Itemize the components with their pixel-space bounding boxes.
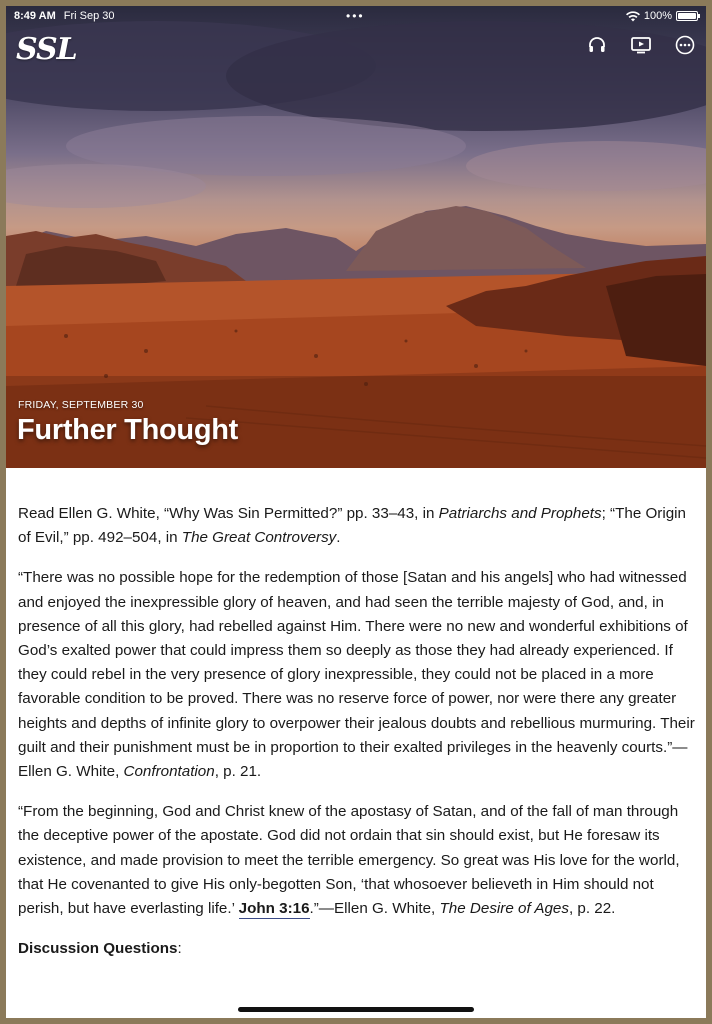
wifi-icon — [626, 11, 640, 22]
lesson-date: FRIDAY, SEPTEMBER 30 — [18, 399, 144, 411]
paragraph-quote-2 — [18, 800, 698, 921]
book-title: The Desire of Ages — [439, 900, 569, 918]
book-title: Confrontation — [123, 763, 215, 781]
battery-percent: 100% — [643, 10, 672, 22]
top-toolbar — [586, 34, 696, 56]
paragraph-reading — [18, 502, 698, 550]
paragraph-text: , p. 21. — [214, 763, 262, 781]
hero-image — [6, 6, 706, 468]
battery-icon — [676, 11, 698, 21]
status-time: 8:49 AM — [14, 10, 56, 22]
book-title: Patriarchs and Prophets — [438, 505, 602, 522]
multitasking-dots[interactable]: ••• — [346, 9, 365, 23]
device-screen — [6, 6, 706, 1018]
paragraph-text: , p. 22. — [568, 900, 616, 918]
battery-fill — [678, 13, 696, 19]
discussion-heading — [18, 937, 698, 961]
paragraph-text: “From the beginning, God and Christ knew of the apostasy of Satan, and of the fall of man through the deceptive power of the apostate. God did not ordain that sin should exist, but He foresaw its existence, and made provision to meet the terrible emergency. So great was His love for the world, that He covenanted to give His only-begotten Son, ‘that whosoever believeth in Him should not perish, but have everlasting life.’ — [18, 803, 680, 918]
paragraph-quote-1 — [18, 566, 698, 784]
status-right — [626, 10, 698, 22]
paragraph-text: . — [336, 529, 341, 547]
more-icon[interactable] — [674, 34, 696, 56]
video-icon[interactable] — [630, 34, 652, 56]
paragraph-text: “There was no possible hope for the redemption of those [Satan and his angels] who had witnessed and enjoyed the inexpressible glory of heaven, and had seen the terrible majesty of God, and, in presence of all this glory, had rebelled against Him. There were no new and wonderful exhibitions of God’s exalted power that could impress them so deeply as those they had already experienced. If they could rebel in the very presence of glory inexpressible, they could not be placed in a more favorable condition to be proved. There was no reserve force of power, nor were there any greater heights and depths of infinite glory to overpower their jealous doubts and rebellious murmuring. Their guilt and their punishment must be in proportion to their exalted privileges in the heavenly courts.”—Ellen G. White, — [18, 569, 695, 781]
status-bar — [6, 6, 706, 26]
home-indicator[interactable] — [238, 1007, 474, 1012]
headphones-icon[interactable] — [586, 34, 608, 56]
bible-reference-link[interactable]: John 3:16 — [238, 900, 310, 918]
paragraph-text: Read Ellen G. White, “Why Was Sin Permitted?” pp. 33–43, in — [18, 505, 439, 522]
status-date: Fri Sep 30 — [63, 10, 115, 22]
lesson-content — [18, 502, 698, 977]
book-title: The Great Controversy — [181, 529, 337, 547]
paragraph-text: ; “The Origin of Evil,” pp. 492–504, in — [18, 505, 686, 547]
paragraph-text: .”—Ellen G. White, — [309, 900, 440, 918]
lesson-title: Further Thought — [17, 414, 239, 446]
discussion-label: Discussion Questions — [18, 940, 178, 958]
discussion-colon: : — [177, 940, 182, 958]
app-logo[interactable]: SSL — [16, 32, 77, 67]
